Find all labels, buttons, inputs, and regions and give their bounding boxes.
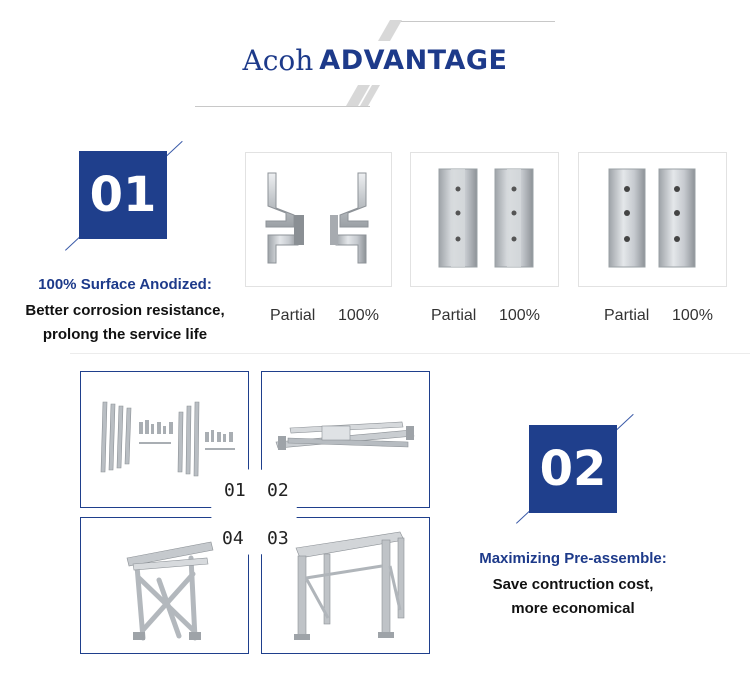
title-advantage: ADVANTAGE <box>319 45 508 76</box>
feature-02-line-2: more economical <box>511 600 635 617</box>
product-2-label-100: 100% <box>499 307 540 324</box>
feature-02-title: Maximizing Pre-assemble: <box>479 550 667 567</box>
product-1-label-partial: Partial <box>270 307 316 324</box>
section-divider <box>70 353 750 354</box>
badge-01: 01 <box>79 151 167 239</box>
step-label-01: 01 <box>224 480 246 501</box>
feature-02-text <box>448 550 698 621</box>
step-label-02: 02 <box>267 480 289 501</box>
feature-01-line-1: Better corrosion resistance, <box>25 302 225 319</box>
rail-pair-image-2 <box>579 153 726 286</box>
product-card-2 <box>410 152 559 287</box>
page-title <box>0 44 750 77</box>
product-3-label-100: 100% <box>672 307 713 324</box>
badge-02: 02 <box>529 425 617 513</box>
product-3-label-partial: Partial <box>604 307 650 324</box>
profile-cross-section-image <box>246 153 391 286</box>
feature-01-line-2: prolong the service life <box>42 326 208 343</box>
rail-pair-image <box>411 153 558 286</box>
product-card-1 <box>245 152 392 287</box>
step-label-03: 03 <box>267 528 289 549</box>
feature-02-line-1: Save contruction cost, <box>492 576 654 593</box>
product-2-label-partial: Partial <box>431 307 477 324</box>
feature-01-text <box>0 276 250 347</box>
product-card-3 <box>578 152 727 287</box>
header-bottom-line <box>195 106 370 107</box>
step-label-04: 04 <box>222 528 244 549</box>
feature-01-title: 100% Surface Anodized: <box>38 276 212 293</box>
header-top-line <box>395 21 555 22</box>
header-bottom-stripes <box>346 85 386 107</box>
header-top-stripes <box>378 20 408 42</box>
brand-name: Acoh <box>242 44 314 77</box>
product-1-label-100: 100% <box>338 307 379 324</box>
